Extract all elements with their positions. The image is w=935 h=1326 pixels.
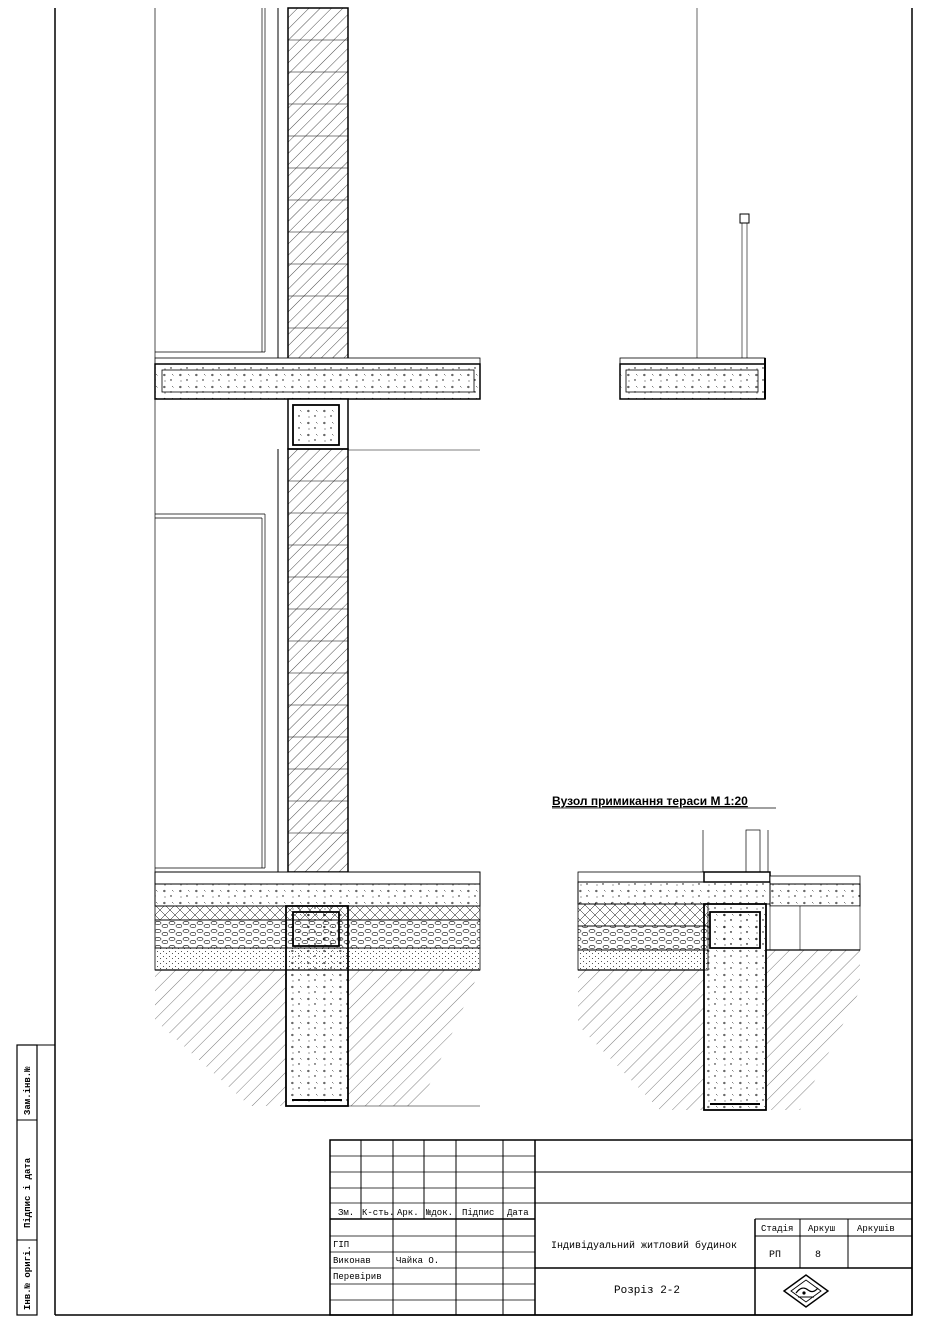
main-section: [155, 8, 480, 1106]
sheets-label: Аркушів: [857, 1224, 895, 1234]
role-gip: ГІП: [333, 1240, 350, 1250]
stage-label: Стадія: [761, 1224, 794, 1234]
drawing-title: Розріз 2-2: [614, 1285, 681, 1297]
terrace-slab-section: [620, 8, 765, 399]
lower-wall: [288, 449, 348, 872]
lower-window: [155, 399, 278, 872]
header-pidpys: Підпис: [462, 1208, 495, 1218]
side-stamp-sign-date: Підпис і дата: [23, 1157, 33, 1228]
upper-window: [155, 8, 278, 362]
side-stamp-replaced-inv: Зам.інв.№: [23, 1066, 33, 1115]
upper-wall: [288, 8, 348, 362]
role-vykonav: Виконав: [333, 1256, 371, 1266]
side-stamp: [17, 1045, 55, 1315]
performer-name: Чайка О.: [396, 1256, 440, 1266]
terrace-junction-detail: [552, 794, 860, 1110]
header-zm: Зм.: [338, 1208, 355, 1218]
lintel: [288, 399, 480, 450]
detail-title: Вузол примикання тераси М 1:20: [552, 794, 748, 808]
sheet-frame: [55, 8, 912, 1315]
role-pereviryv: Перевірив: [333, 1272, 382, 1282]
sheet-label: Аркуш: [808, 1224, 836, 1234]
project-title: Індивідуальний житловий будинок: [551, 1241, 738, 1252]
header-ark: Арк.: [397, 1208, 419, 1218]
header-data: Дата: [507, 1208, 529, 1218]
side-stamp-inv-orig: Інв.№ оригі.: [23, 1245, 33, 1310]
railing-post: [740, 214, 749, 223]
header-k-st: К-сть.: [362, 1208, 395, 1218]
header-ndok: №док.: [426, 1208, 454, 1218]
stage-value: РП: [769, 1250, 782, 1261]
company-logo-icon: [784, 1275, 828, 1307]
floor-slab: [155, 358, 480, 399]
sheet-value: 8: [815, 1250, 822, 1261]
